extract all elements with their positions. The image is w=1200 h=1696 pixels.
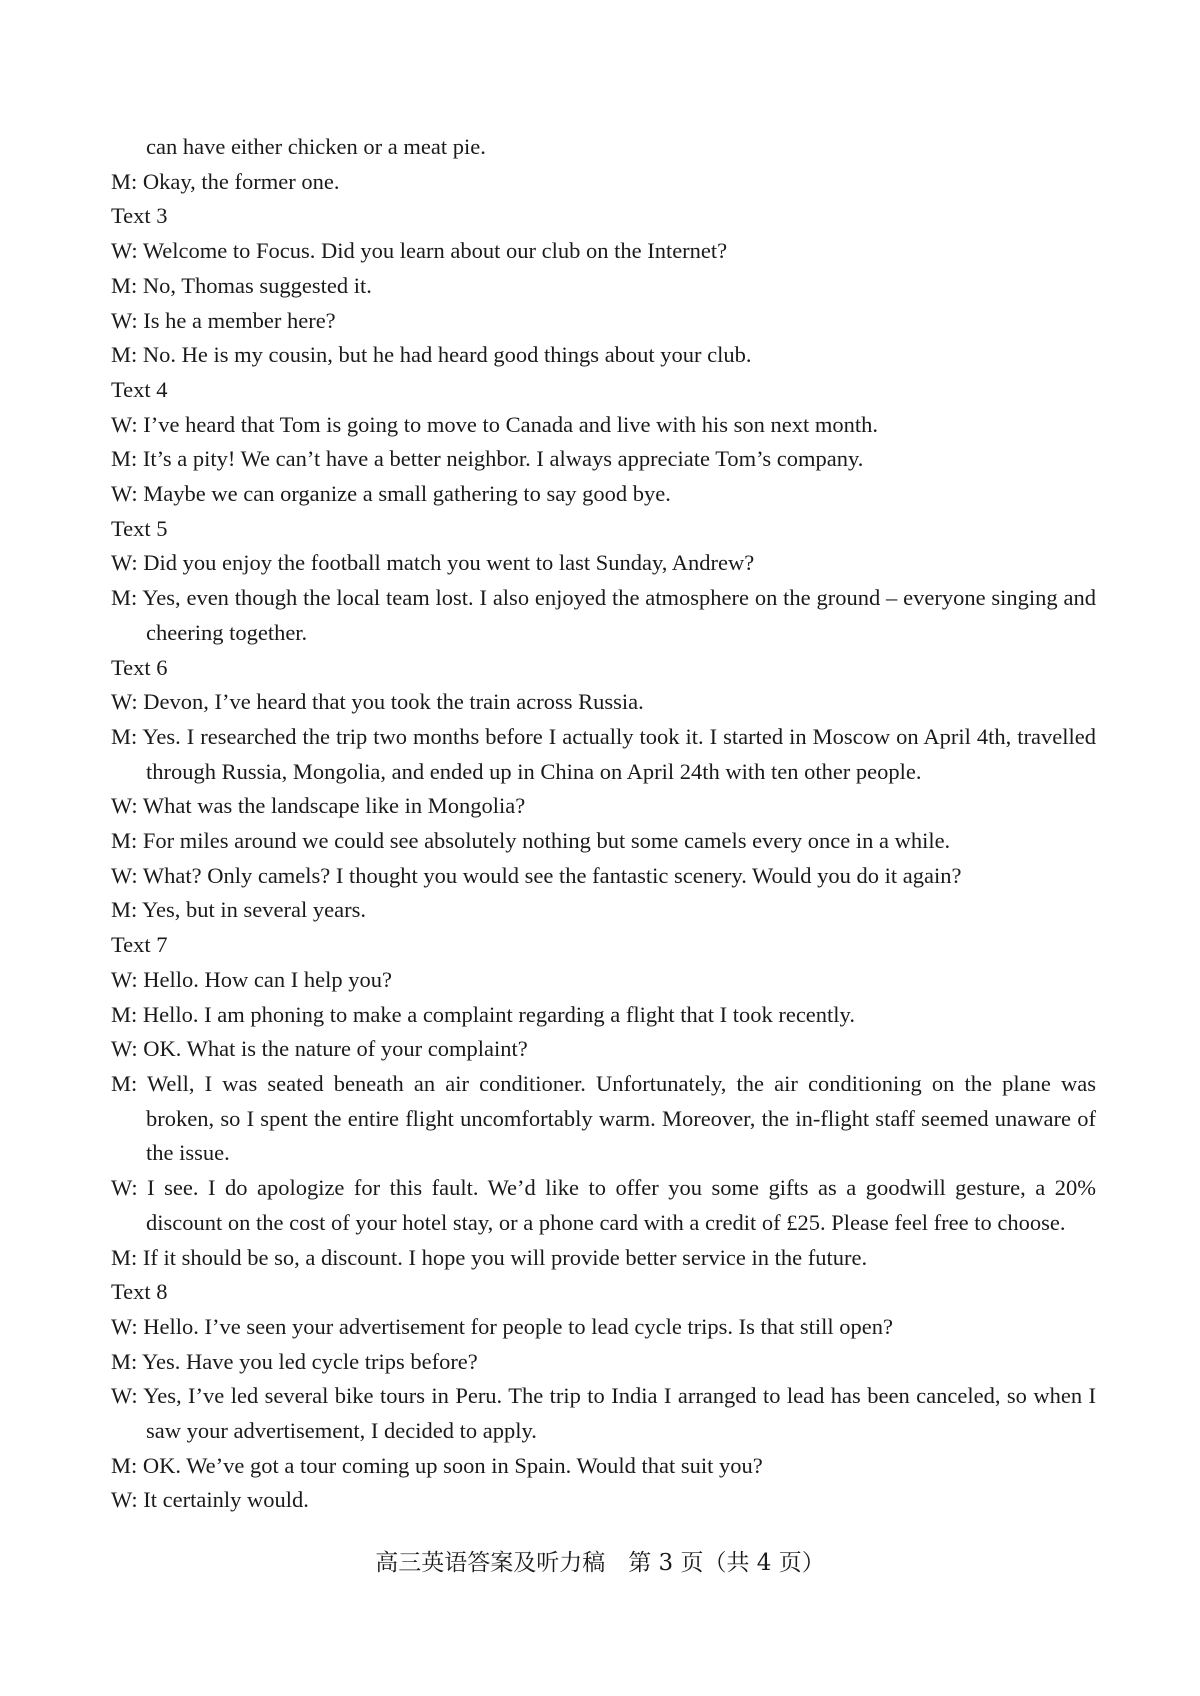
text-heading: Text 4 [111, 376, 168, 402]
page-footer: 高三英语答案及听力稿 第 3 页（共 4 页） [375, 1550, 825, 1576]
dialogue-turn: W: Maybe we can organize a small gathering to say good bye. [111, 481, 671, 507]
dialogue-turn: M: Yes. Have you led cycle trips before? [111, 1348, 478, 1374]
text-heading: Text 7 [111, 932, 168, 958]
dialogue-turn: M: Well, I was seated beneath an air conditioner. Unfortunately, the air conditioning on the plane was broken, so I spent the entire flight uncomfortably warm. Moreover, the in-flight staff seemed unaware of the issue. [111, 1070, 1096, 1166]
dialogue-turn: W: Is he a member here? [111, 307, 336, 333]
dialogue-turn: W: Devon, I’ve heard that you took the train across Russia. [111, 689, 644, 715]
text-heading: Text 3 [111, 203, 168, 229]
dialogue-turn: W: I see. I do apologize for this fault. We’d like to offer you some gifts as a goodwill gesture, a 20% discount on the cost of your hotel stay, or a phone card with a credit of £25. Please feel free to choose. [111, 1175, 1096, 1235]
dialogue-turn: W: OK. What is the nature of your complaint? [111, 1036, 528, 1062]
dialogue-turn: M: For miles around we could see absolutely nothing but some camels every once in a while. [111, 828, 951, 854]
dialogue-turn: W: I’ve heard that Tom is going to move to Canada and live with his son next month. [111, 411, 879, 437]
dialogue-turn: M: Hello. I am phoning to make a complaint regarding a flight that I took recently. [111, 1001, 855, 1027]
dialogue-turn: W: What? Only camels? I thought you would see the fantastic scenery. Would you do it again? [111, 862, 962, 888]
dialogue-turn: M: If it should be so, a discount. I hope you will provide better service in the future. [111, 1244, 868, 1270]
dialogue-turn: M: Okay, the former one. [111, 168, 340, 194]
dialogue-turn: M: Yes, even though the local team lost. I also enjoyed the atmosphere on the ground – everyone singing and cheering together. [111, 585, 1096, 645]
text-heading: Text 6 [111, 654, 168, 680]
dialogue-turn: M: It’s a pity! We can’t have a better neighbor. I always appreciate Tom’s company. [111, 446, 864, 472]
dialogue-turn: W: Yes, I’ve led several bike tours in Peru. The trip to India I arranged to lead has been canceled, so when I saw your advertisement, I decided to apply. [111, 1383, 1096, 1444]
dialogue-turn: M: Yes. I researched the trip two months before I actually took it. I started in Moscow on April 4th, travelled through Russia, Mongolia, and ended up in China on April 24th with ten other people. [111, 723, 1096, 784]
listening-transcript [111, 130, 1096, 1518]
text-heading: Text 5 [111, 515, 168, 541]
dialogue-lines [111, 165, 1096, 1518]
dialogue-turn: M: OK. We’ve got a tour coming up soon in Spain. Would that suit you? [111, 1452, 763, 1478]
dialogue-turn: W: What was the landscape like in Mongolia? [111, 793, 526, 819]
dialogue-turn: M: Yes, but in several years. [111, 897, 366, 923]
dialogue-turn: W: Welcome to Focus. Did you learn about our club on the Internet? [111, 238, 728, 264]
continued-line: can have either chicken or a meat pie. [146, 134, 486, 159]
dialogue-turn: W: It certainly would. [111, 1487, 309, 1513]
dialogue-turn: M: No. He is my cousin, but he had heard good things about your club. [111, 342, 752, 368]
dialogue-turn: W: Hello. How can I help you? [111, 966, 392, 992]
dialogue-turn: M: No, Thomas suggested it. [111, 272, 372, 298]
text-heading: Text 8 [111, 1279, 168, 1305]
dialogue-turn: W: Did you enjoy the football match you went to last Sunday, Andrew? [111, 550, 755, 576]
dialogue-turn: W: Hello. I’ve seen your advertisement for people to lead cycle trips. Is that still open? [111, 1313, 894, 1339]
